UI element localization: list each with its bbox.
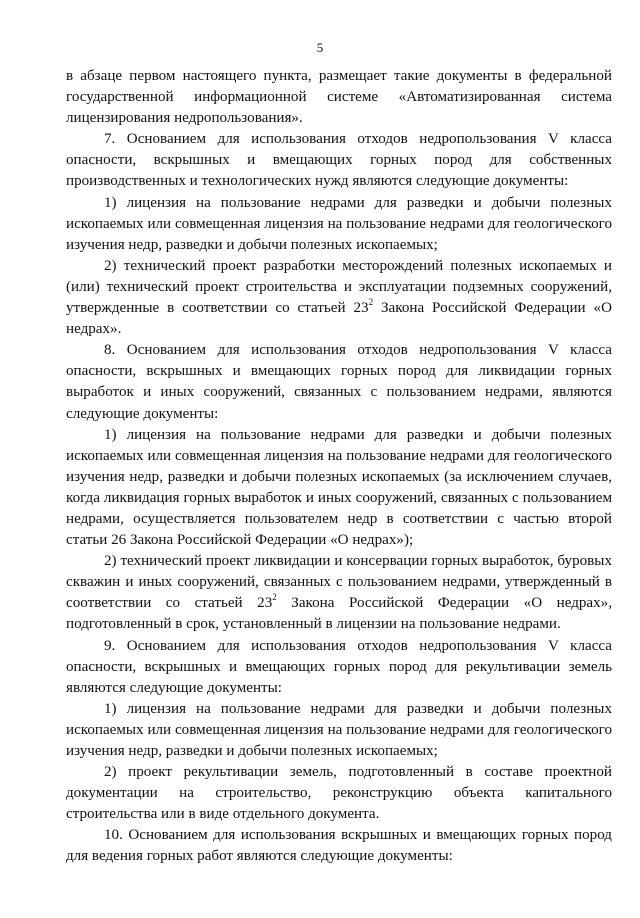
paragraph-item-8-1: 1) лицензия на пользование недрами для разведки и добычи полезных ископаемых или совмещенная лицензия на пользование недрами для геологического изучения недр, разведки и добычи полезных ископаемых (за исключением случаев, когда ликвидация горных выработок и иных сооружений, связанных с пользованием недрами, осуществляется пользователем недр в соответствии с частью второй статьи 26 Закона Российской Федерации «О недрах»); [66, 426, 612, 549]
paragraph-text: Закона Российской Федерации «О недрах». [66, 300, 612, 338]
paragraph-text: Закона Российской Федерации «О недрах», подготовленный в срок, установленный в лицензии на пользование недрами. [66, 595, 612, 633]
paragraph-item-7: 7. Основанием для использования отходов недропользования V класса опасности, вскрышных и вмещающих горных пород для собственных производственных и технологических нужд являются следующие документы: [66, 131, 612, 190]
paragraph-item-8-2 [66, 551, 612, 635]
paragraph-intro-continuation: в абзаце первом настоящего пункта, размещает такие документы в федеральной государственной информационной системе «Автоматизированная система лицензирования недропользования». [66, 68, 612, 127]
paragraph-item-9: 9. Основанием для использования отходов недропользования V класса опасности, вскрышных и вмещающих горных пород для рекультивации земель являются следующие документы: [66, 637, 612, 696]
page-number: 5 [316, 40, 324, 55]
paragraph-item-9-2: 2) проект рекультивации земель, подготовленный в составе проектной документации на строительство, реконструкцию объекта капитального строительства или в виде отдельного документа. [66, 764, 612, 823]
paragraph-item-7-2 [66, 256, 612, 340]
paragraph-text: 2) технический проект разработки месторождений полезных ископаемых и (или) технический проект строительства и эксплуатации подземных сооружений, утвержденные в соответствии со статьей 23 [66, 257, 612, 317]
article-superscript: 2 [368, 297, 374, 307]
article-superscript: 2 [272, 592, 277, 603]
paragraph-item-7-1: 1) лицензия на пользование недрами для разведки и добычи полезных ископаемых или совмещенная лицензия на пользование недрами для геологического изучения недр, разведки и добычи полезных ископаемых; [66, 194, 612, 253]
document-body [66, 66, 612, 868]
paragraph-item-8: 8. Основанием для использования отходов недропользования V класса опасности, вскрышных и вмещающих горных пород для ликвидации горных выработок и иных сооружений, связанных с пользованием недрами, являются следующие документы: [66, 342, 612, 422]
paragraph-text: 2) технический проект ликвидации и консервации горных выработок, буровых скважин и иных сооружений, связанных с пользованием недрами, утвержденный в соответствии со статьей 23 [66, 553, 612, 612]
paragraph-item-10: 10. Основанием для использования вскрышных и вмещающих горных пород для ведения горных работ являются следующие документы: [66, 827, 612, 865]
paragraph-item-9-1: 1) лицензия на пользование недрами для разведки и добычи полезных ископаемых или совмещенная лицензия на пользование недрами для геологического изучения недр, разведки и добычи полезных ископаемых; [66, 700, 612, 759]
